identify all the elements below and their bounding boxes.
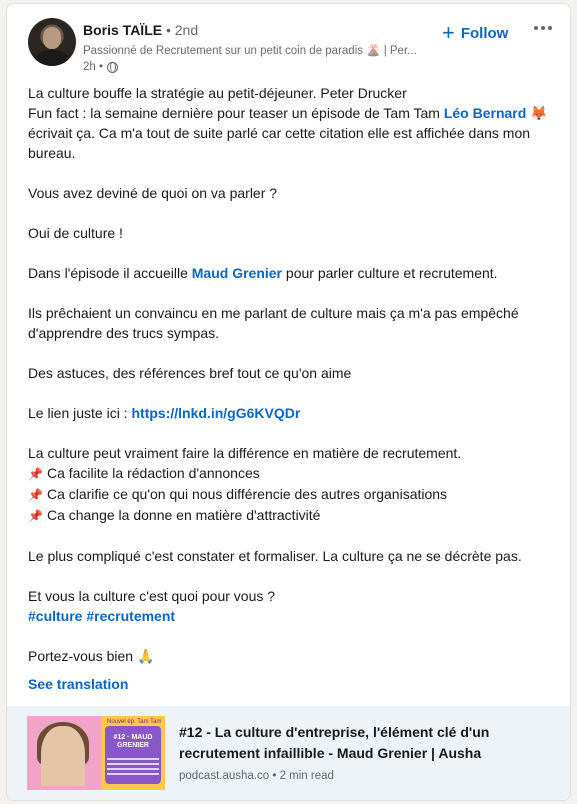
post-text (28, 83, 548, 666)
thumbnail-top-text: Nouvel ép. Tam Tam (107, 719, 162, 725)
post-line: d'apprendre des trucs sympas. (28, 325, 219, 341)
preview-title[interactable]: #12 - La culture d'entreprise, l'élément clé d'un recrutement infaillible - Maud Grenier | Ausha (179, 724, 490, 761)
connection-degree: • 2nd (165, 22, 199, 38)
post-line: Le plus compliqué c'est constater et formaliser. La culture ça ne se décrète pas. (28, 548, 522, 564)
post-card (6, 3, 571, 801)
post-line: Portez-vous bien 🙏 (28, 648, 155, 664)
post-line: Fun fact : la semaine dernière pour teaser un épisode de Tam Tam Léo Bernard 🦊 (28, 105, 548, 121)
author-headline: Passionné de Recrutement sur un petit coin de paradis 🌋 | Per... (83, 45, 417, 57)
post-line: La culture peut vraiment faire la différence en matière de recrutement. (28, 445, 462, 461)
post-line: Oui de culture ! (28, 225, 123, 241)
post-meta (83, 61, 118, 73)
see-translation-button[interactable]: See translation (28, 676, 129, 692)
globe-icon (107, 62, 118, 73)
preview-thumbnail (27, 716, 165, 790)
hashtags[interactable]: #culture #recrutement (28, 608, 176, 624)
post-line: bureau. (28, 145, 76, 161)
post-line: Des astuces, des références bref tout ce qu'on aime (28, 365, 352, 381)
post-line: Dans l'épisode il accueille Maud Grenier pour parler culture et recrutement. (28, 265, 498, 281)
preview-source: podcast.ausha.co • 2 min read (179, 770, 334, 782)
bullet-item: 📌 Ca clarifie ce qu'on qui nous différencie des autres organisations (28, 486, 448, 502)
post-line: Vous avez deviné de quoi on va parler ? (28, 185, 278, 201)
post-line: La culture bouffe la stratégie au petit-déjeuner. Peter Drucker (28, 85, 407, 101)
author-avatar[interactable] (28, 18, 76, 66)
follow-button[interactable] (442, 20, 508, 46)
post-line: Le lien juste ici : https://lnkd.in/gG6KVQDr (28, 405, 301, 421)
post-link[interactable]: https://lnkd.in/gG6KVQDr (131, 405, 301, 421)
bullet-item: 📌 Ca facilite la rédaction d'annonces (28, 465, 260, 481)
post-line: Ils prêchaient un convaincu en me parlant de culture mais ça m'a pas empêché (28, 305, 519, 321)
bullet-item: 📌 Ca change la donne en matière d'attractivité (28, 507, 321, 523)
plus-icon: + (442, 20, 455, 45)
mention-maud-grenier[interactable]: Maud Grenier (191, 265, 283, 281)
thumbnail-title: #12 · MAUD GRENIER (113, 734, 153, 749)
post-line: Et vous la culture c'est quoi pour vous ? (28, 588, 276, 604)
pushpin-icon: 📌 (28, 467, 43, 481)
post-line: écrivait ça. Ca m'a tout de suite parlé car cette citation elle est affichée dans mon (28, 125, 531, 141)
author-name[interactable]: Boris TAÏLE (83, 22, 163, 38)
mention-leo-bernard[interactable]: Léo Bernard (443, 105, 527, 121)
more-options-icon[interactable] (528, 16, 558, 40)
pushpin-icon: 📌 (28, 509, 43, 523)
follow-label: Follow (460, 24, 509, 42)
link-preview[interactable] (7, 706, 570, 800)
post-time: 2h • (83, 61, 104, 73)
author-name-row (83, 22, 198, 38)
pushpin-icon: 📌 (28, 488, 43, 502)
